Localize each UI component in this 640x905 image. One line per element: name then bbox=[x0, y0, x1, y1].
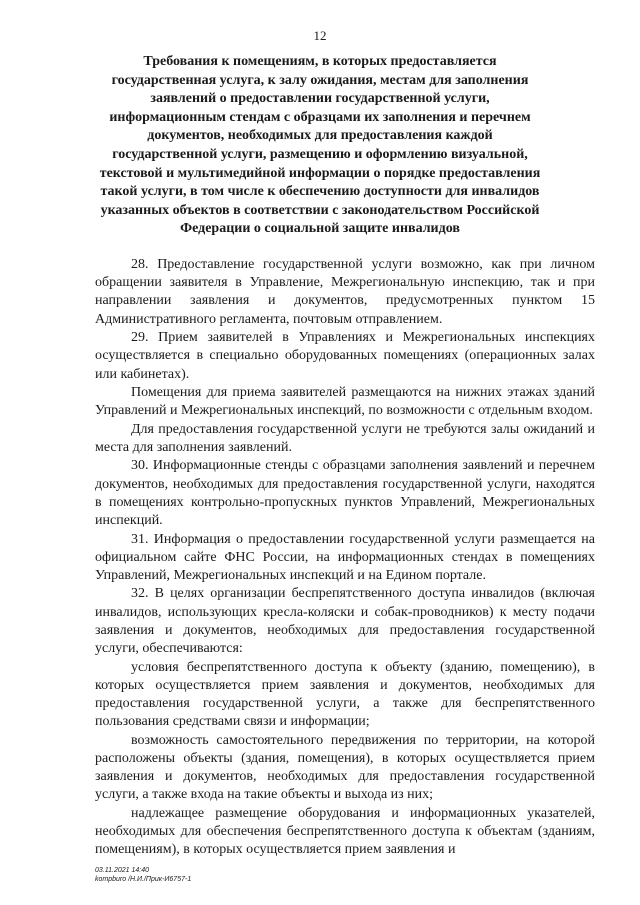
paragraph: 31. Информация о предоставлении государственной услуги размещается на официальном сайте ФНС России, на информационных стендах в помещениях Управлений, Межрегиональных инспекций и на Едином портале. bbox=[95, 531, 595, 583]
paragraph: Для предоставления государственной услуги не требуются залы ожиданий и места для заполнения заявлений. bbox=[95, 421, 595, 455]
paragraph: 32. В целях организации беспрепятственного доступа инвалидов (включая инвалидов, использующих кресла-коляски и собак-проводников) к месту подачи заявления и документов, необходимых для предоставления государственной услуги, обеспечиваются: bbox=[95, 586, 595, 657]
paragraph: надлежащее размещение оборудования и информационных указателей, необходимых для обеспечения беспрепятственного доступа к объектам (зданиям, помещениям), в которых осуществляется прием заявления и bbox=[95, 805, 595, 858]
paragraph: условия беспрепятственного доступа к объекту (зданию, помещению), в которых осуществляется прием заявления и документов, необходимых для предоставления государственной услуги, а также для беспрепятственного пользования средствами связи и информации; bbox=[95, 659, 595, 730]
paragraph: 30. Информационные стенды с образцами заполнения заявлений и перечнем документов, необходимых для предоставления государственной услуги, находятся в помещениях контрольно-пропускных пунктов Управлений, Межрегиональных инспекций. bbox=[95, 458, 595, 529]
section-title: Требования к помещениям, в которых предоставляется государственная услуга, к залу ожидания, местам для заполнения заявлений о предоставлении государственной услуги, информационным стендам с образцами их заполнения и перечнем документов, необходимых для предоставления каждой государственной услуги, размещению и оформлению визуальной, текстовой и мультимедийной информации о порядке предоставления такой услуги, в том числе к обеспечению доступности для инвалидов указанных объектов в соответствии с законодательством Российской Федерации о социальной защите инвалидов bbox=[99, 54, 541, 237]
page-number: 12 bbox=[313, 28, 327, 43]
paragraph: Помещения для приема заявителей размещаются на нижних этажах зданий Управлений и Межрегиональных инспекций, по возможности с отдельным входом. bbox=[95, 385, 595, 419]
print-footer bbox=[95, 866, 191, 884]
paragraph: 29. Прием заявителей в Управлениях и Межрегиональных инспекциях осуществляется в специально оборудованных помещениях (операционных залах или кабинетах). bbox=[95, 330, 595, 382]
paragraph: 28. Предоставление государственной услуги возможно, как при личном обращении заявителя в Управление, Межрегиональную инспекцию, так и при направлении заявления и документов, предусмотренных пунктом 15 Административного регламента, почтовым отправлением. bbox=[95, 257, 595, 327]
paragraph: возможность самостоятельного передвижения по территории, на которой расположены объекты (здания, помещения), в которых осуществляется прием заявления и документов, необходимых для предоставления государственной услуги, а также входа на такие объекты и выхода из них; bbox=[95, 732, 595, 803]
footer-file-id: kompburo /Н.И./Прик-И6757-1 bbox=[95, 876, 192, 883]
footer-timestamp: 03.11.2021 14:40 bbox=[95, 867, 149, 874]
document-body bbox=[95, 256, 595, 860]
